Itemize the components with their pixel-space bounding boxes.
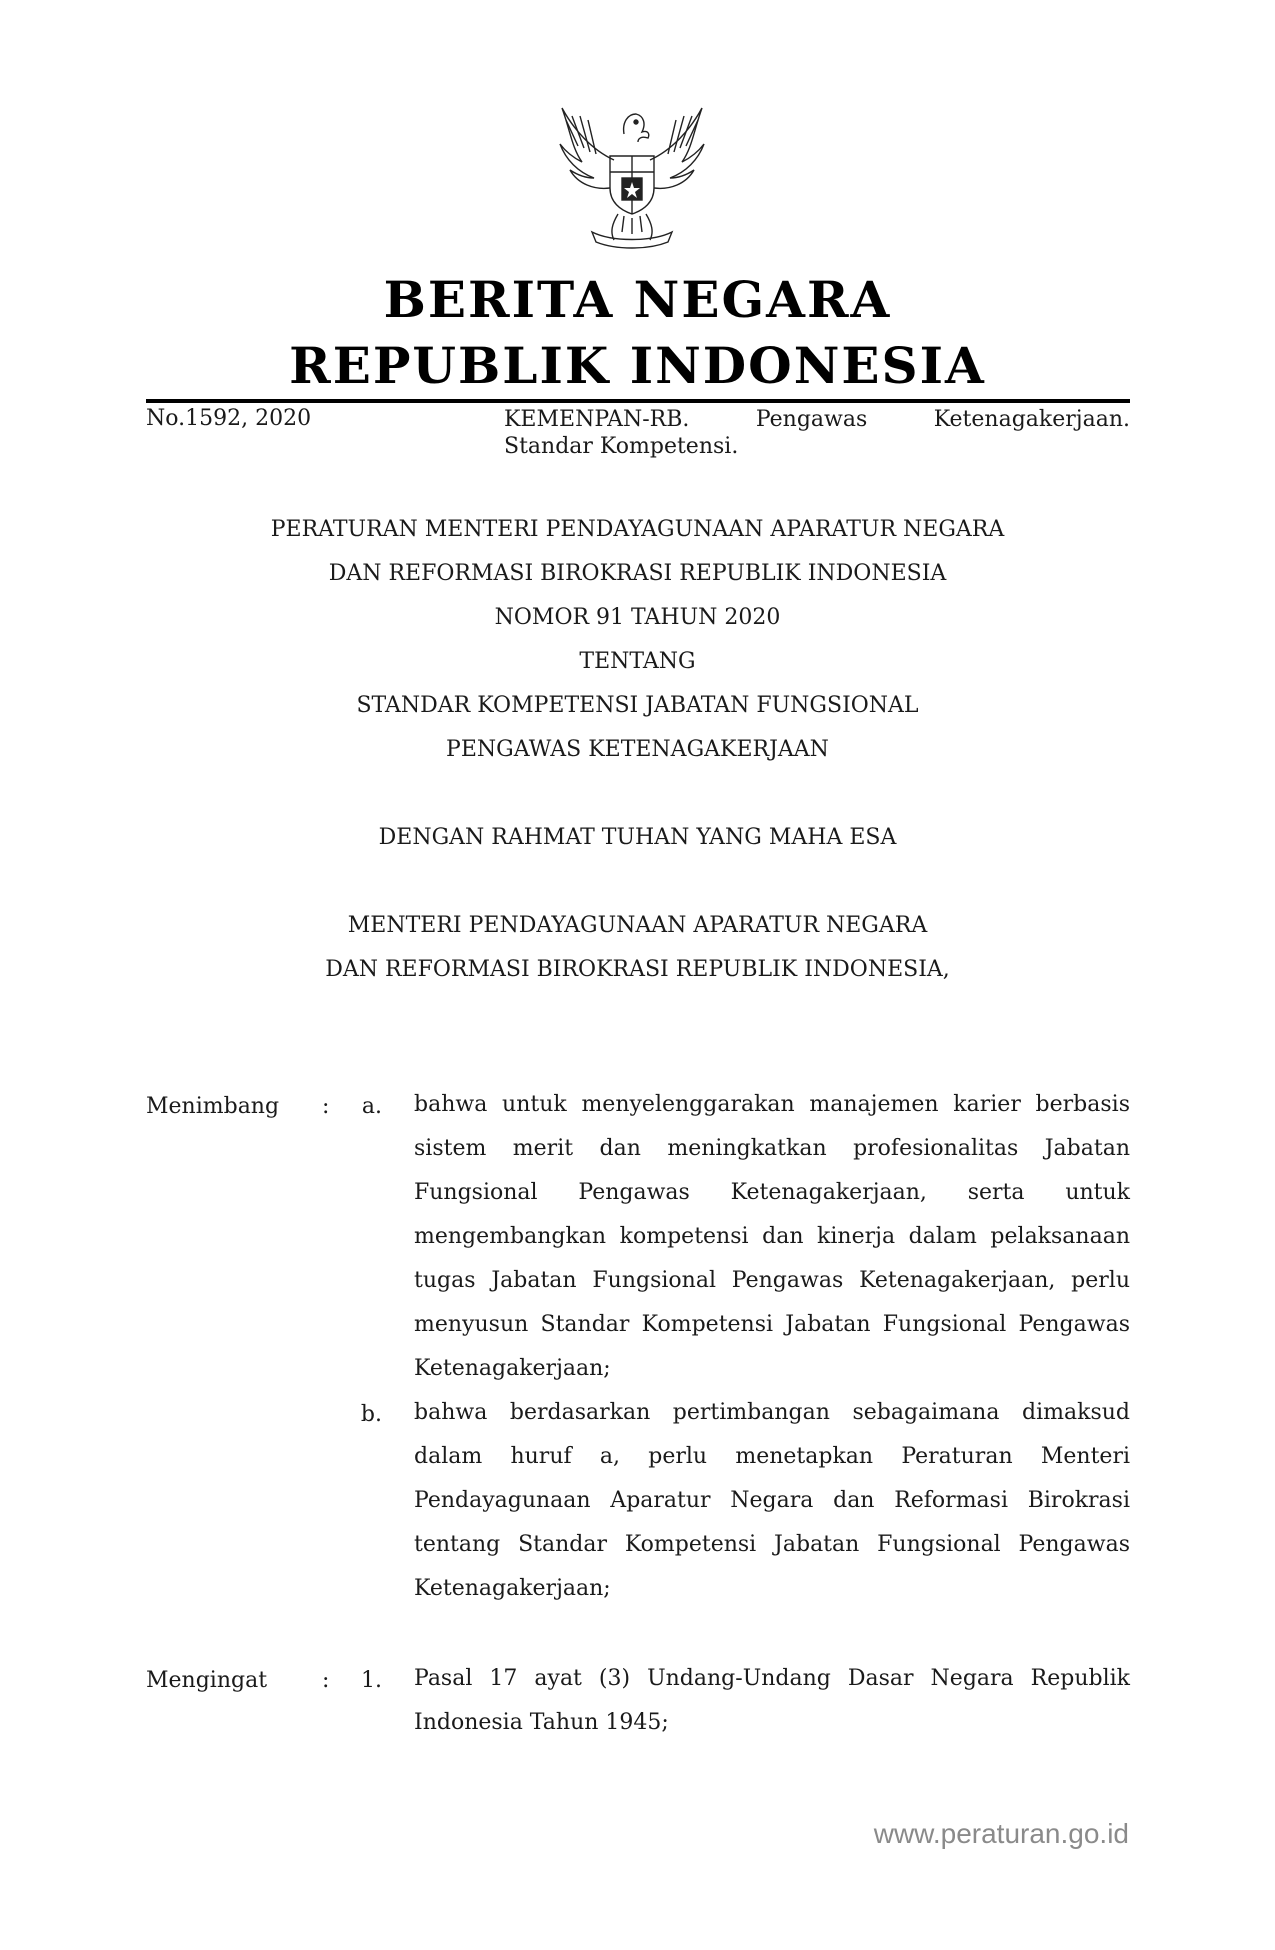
regulation-subject-line: PENGAWAS KETENAGAKERJAAN: [446, 737, 829, 762]
regulation-title-line: PERATURAN MENTERI PENDAYAGUNAAN APARATUR NEGARA: [270, 517, 1005, 542]
mengingat-item-text: Pasal 17 ayat (3) Undang-Undang Dasar Negara Republik Indonesia Tahun 1945;: [414, 1666, 1130, 1735]
issue-number: No.1592, 2020: [146, 406, 312, 431]
mengingat-label: Mengingat: [146, 1668, 268, 1693]
masthead-title: BERITA NEGARA: [383, 270, 892, 329]
menimbang-label: Menimbang: [146, 1094, 280, 1119]
regulation-number: NOMOR 91 TAHUN 2020: [494, 605, 781, 630]
mengingat-item-marker: 1.: [361, 1668, 382, 1693]
mengingat-colon: :: [322, 1668, 330, 1693]
menimbang-colon: :: [322, 1094, 330, 1119]
issue-topic-continued: Standar Kompetensi.: [504, 434, 739, 459]
masthead-subtitle: REPUBLIK INDONESIA: [289, 336, 986, 395]
menimbang-item-text: bahwa untuk menyelenggarakan manajemen karier berbasis sistem merit dan meningkatkan profesionalitas Jabatan Fungsional Pengawas Ketenagakerjaan, serta untuk mengembangkan kompetensi dan kinerja dalam pelaksanaan tugas Jabatan Fungsional Pengawas Ketenagakerjaan, perlu menyusun Standar Kompetensi Jabatan Fungsional Pengawas Ketenagakerjaan;: [414, 1092, 1130, 1381]
authority-line: MENTERI PENDAYAGUNAAN APARATUR NEGARA: [347, 913, 928, 938]
authority-line: DAN REFORMASI BIROKRASI REPUBLIK INDONESIA,: [325, 957, 950, 982]
regulation-tentang: TENTANG: [579, 649, 696, 674]
regulation-subject-line: STANDAR KOMPETENSI JABATAN FUNGSIONAL: [356, 693, 919, 718]
menimbang-item-marker: b.: [360, 1402, 382, 1427]
issue-topic: KEMENPAN-RB. Pengawas Ketenagakerjaan.: [504, 407, 1130, 432]
menimbang-item-marker: a.: [361, 1094, 382, 1119]
regulation-title-line: DAN REFORMASI BIROKRASI REPUBLIK INDONESIA: [328, 561, 947, 586]
menimbang-item-text: bahwa berdasarkan pertimbangan sebagaimana dimaksud dalam huruf a, perlu menetapkan Peraturan Menteri Pendayagunaan Aparatur Negara dan Reformasi Birokrasi tentang Standar Kompetensi Jabatan Fungsional Pengawas Ketenagakerjaan;: [414, 1400, 1130, 1601]
masthead-divider: [146, 399, 1130, 403]
website-watermark: www.peraturan.go.id: [873, 1818, 1129, 1849]
garuda-emblem-icon: [552, 100, 712, 250]
invocation: DENGAN RAHMAT TUHAN YANG MAHA ESA: [378, 825, 897, 850]
